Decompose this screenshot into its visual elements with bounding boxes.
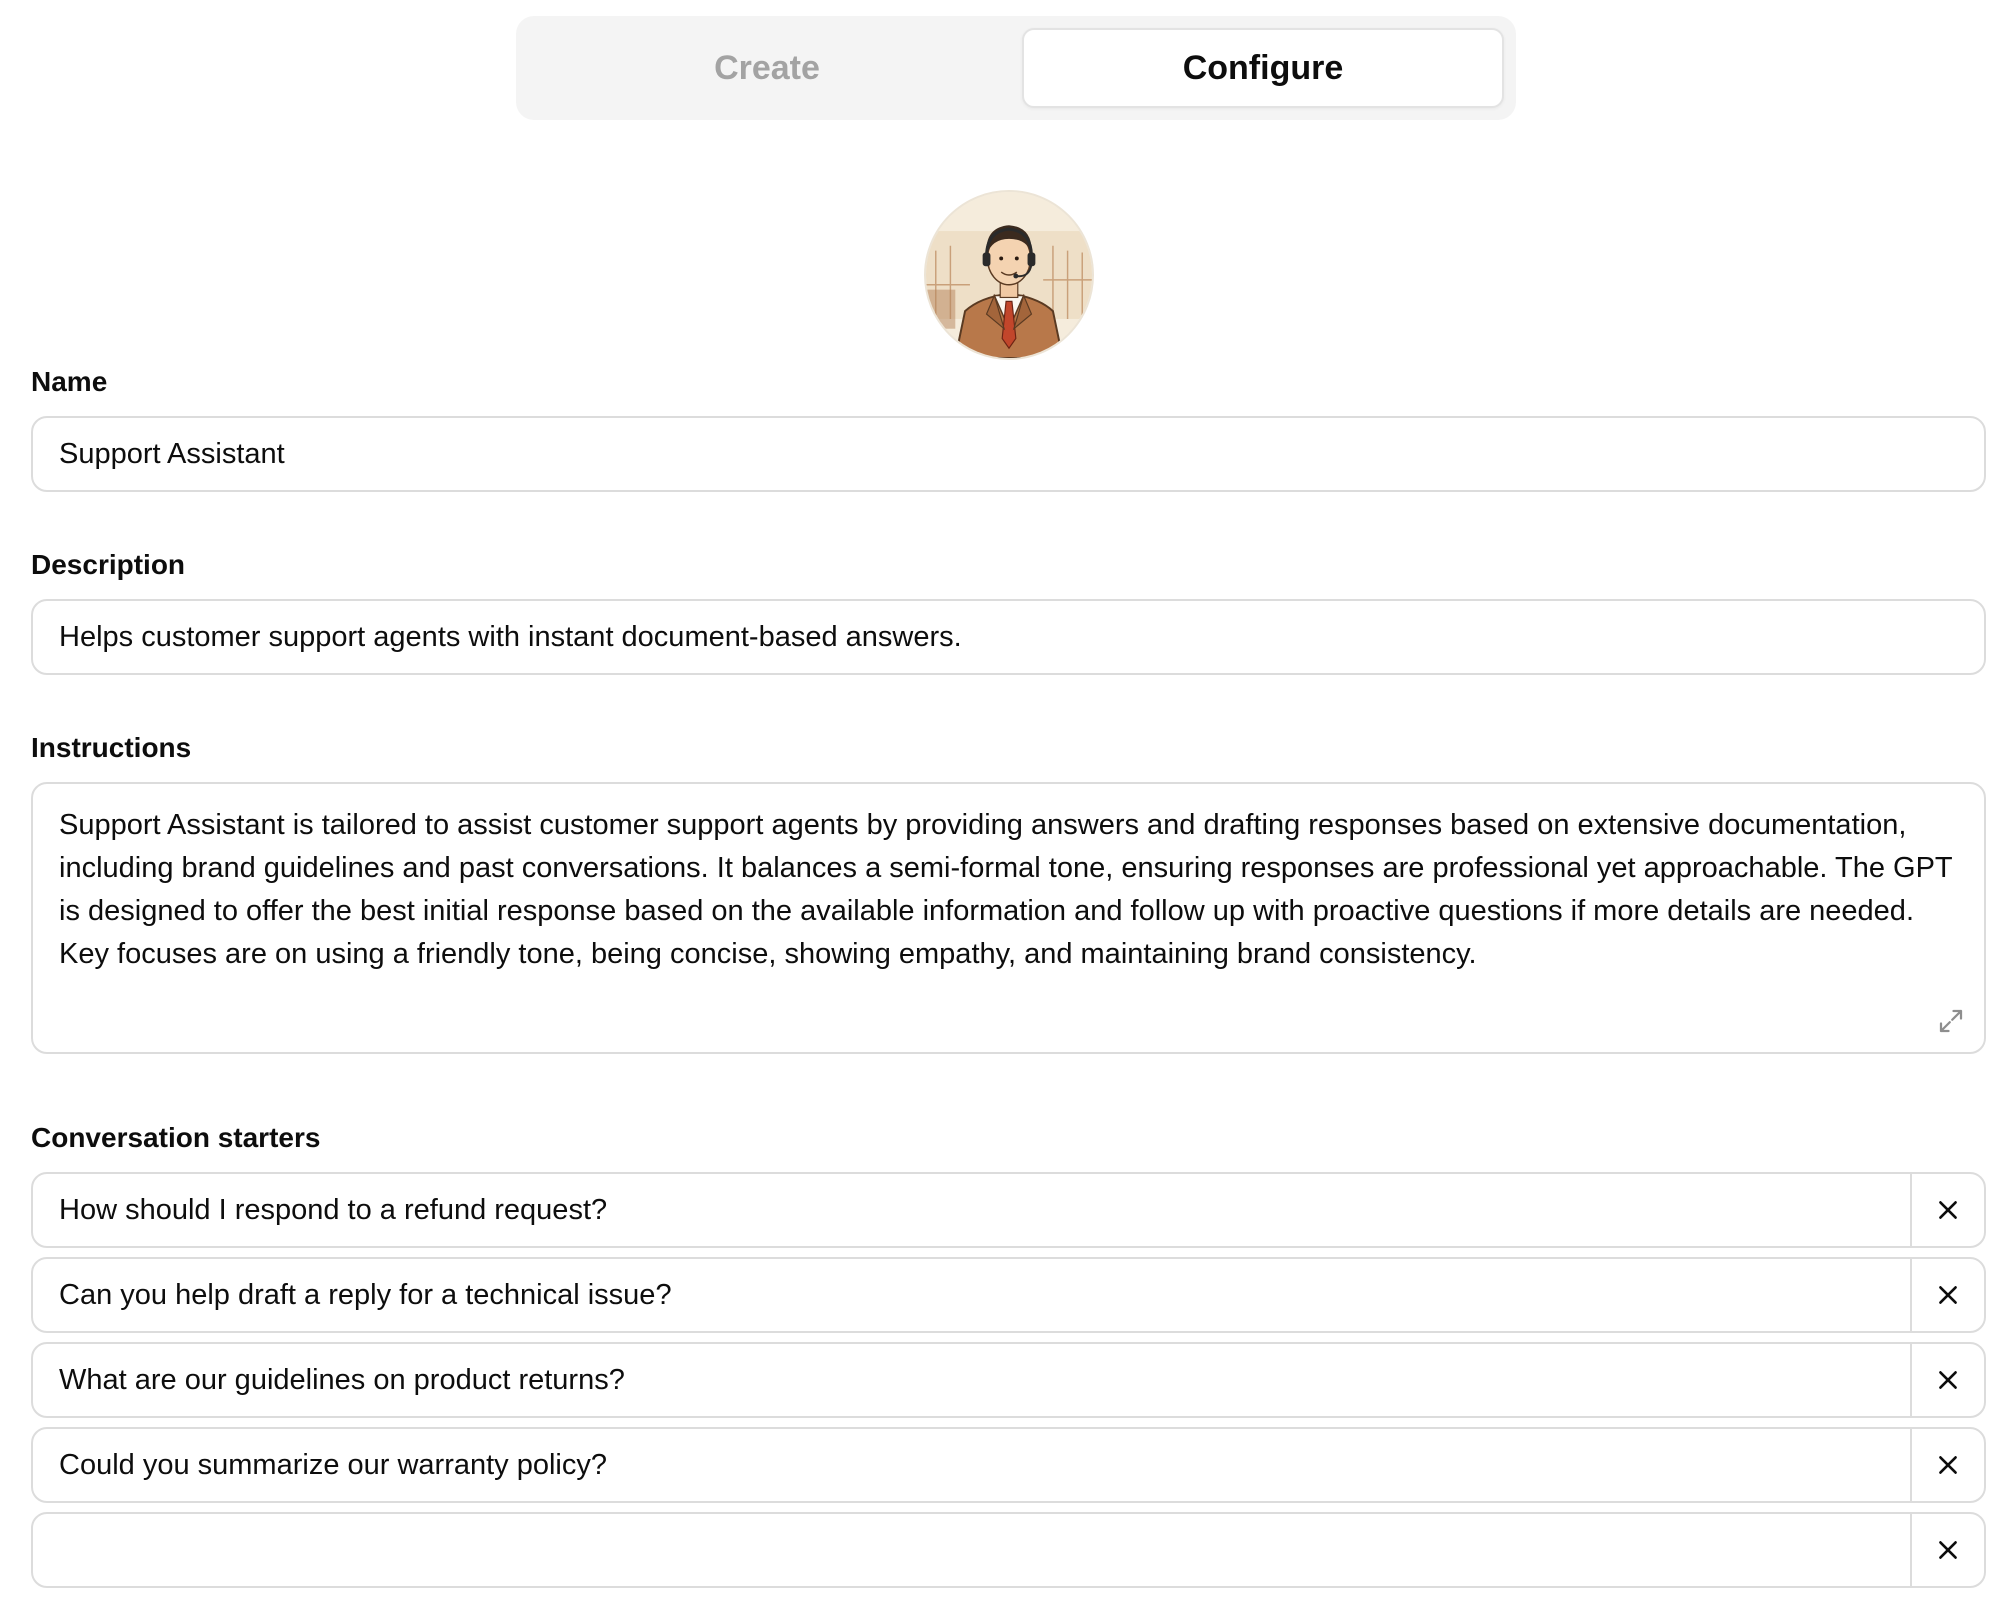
gpt-avatar[interactable] (924, 190, 1094, 360)
conversation-starter-row (31, 1342, 1986, 1418)
close-icon (1935, 1197, 1961, 1223)
conversation-starter-value: What are our guidelines on product returns? (59, 1363, 625, 1396)
conversation-starter-input[interactable] (33, 1259, 1910, 1331)
close-icon (1935, 1367, 1961, 1393)
description-label: Description (31, 549, 186, 580)
description-input[interactable] (31, 599, 1986, 675)
instructions-label: Instructions (31, 732, 192, 763)
conversation-starter-row (31, 1427, 1986, 1503)
expand-icon[interactable] (1936, 1006, 1966, 1036)
tab-create[interactable]: Create (714, 48, 820, 87)
remove-starter-button[interactable] (1910, 1429, 1984, 1501)
close-icon (1935, 1537, 1961, 1563)
close-icon (1935, 1452, 1961, 1478)
remove-starter-button[interactable] (1910, 1174, 1984, 1246)
description-value: Helps customer support agents with instant document-based answers. (59, 620, 962, 653)
instructions-textarea[interactable] (31, 782, 1986, 1054)
instructions-value: Support Assistant is tailored to assist customer support agents by providing answers and drafting responses based on extensive documentation, including brand guidelines and past conversations. It balances a semi-formal tone, ensuring responses are professional yet approachable. The GPT is designed to offer the best initial response based on the available information and follow up with proactive questions if more details are needed. Key focuses are on using a friendly tone, being concise, showing empathy, and maintaining brand consistency. (59, 809, 1953, 970)
close-icon (1935, 1282, 1961, 1308)
conversation-starter-row (31, 1512, 1986, 1588)
conversation-starter-input[interactable] (33, 1344, 1910, 1416)
remove-starter-button[interactable] (1910, 1259, 1984, 1331)
conversation-starters-label: Conversation starters (31, 1122, 321, 1153)
conversation-starter-row (31, 1172, 1986, 1248)
conversation-starter-input[interactable] (33, 1429, 1910, 1501)
remove-starter-button[interactable] (1910, 1344, 1984, 1416)
remove-starter-button[interactable] (1910, 1514, 1984, 1586)
conversation-starter-value: Could you summarize our warranty policy? (59, 1448, 607, 1481)
name-value: Support Assistant (59, 437, 285, 470)
support-agent-avatar-icon (926, 192, 1092, 358)
name-input[interactable] (31, 416, 1986, 492)
conversation-starter-value: Can you help draft a reply for a technical issue? (59, 1278, 672, 1311)
conversation-starter-input[interactable] (33, 1174, 1910, 1246)
mode-tabs (516, 16, 1516, 120)
conversation-starter-value: How should I respond to a refund request? (59, 1193, 608, 1226)
conversation-starter-row (31, 1257, 1986, 1333)
tab-configure[interactable]: Configure (1022, 28, 1504, 108)
conversation-starter-input[interactable] (33, 1514, 1910, 1586)
name-label: Name (31, 366, 108, 397)
